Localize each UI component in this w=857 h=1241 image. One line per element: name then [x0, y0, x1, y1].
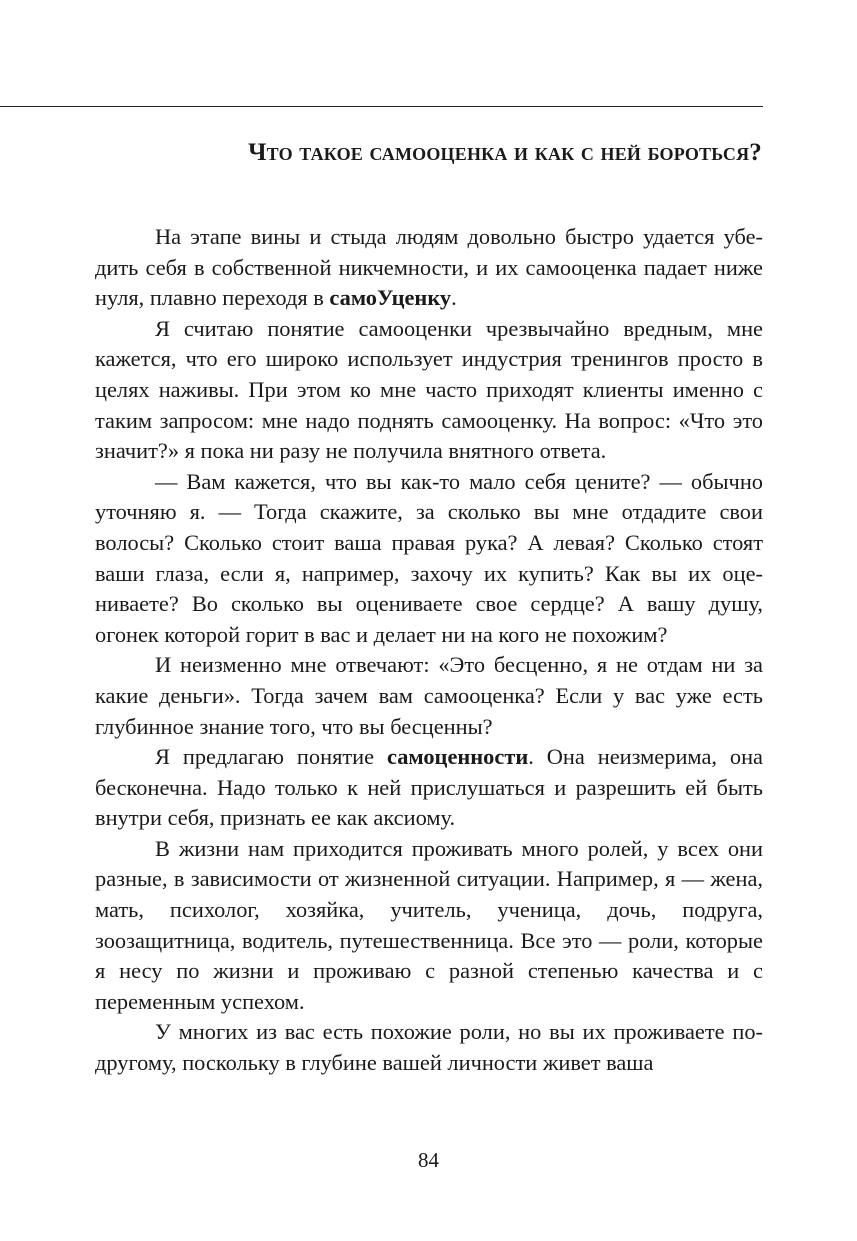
paragraph — [95, 834, 763, 1018]
paragraph — [95, 742, 763, 834]
page-number: 84 — [418, 1148, 439, 1172]
bold-term: самоУценку — [329, 285, 452, 311]
text-run: Я считаю понятие самооценки чрезвычайно вредным, мне кажется, что его широко использует индустрия тренингов просто в целях наживы. При этом ко мне часто приходят клиенты именно с таким запросом: мне надо поднять самооценку. На вопрос: «Что это значит?» я пока ни разу не получила внятного ответа. — [95, 315, 763, 464]
text-run: . Она неизмерима, она бесконечна. Надо только к ней прислушаться и разрешить ей быть внутри себя, признать ее как аксиому. — [95, 744, 763, 831]
paragraph — [95, 650, 763, 742]
text-run: На этапе вины и стыда людям довольно быстро удается убедить себя в собственной никчемности, и их самооценка падает ниже нуля, плавно переходя в — [95, 224, 763, 311]
text-run: У многих из вас есть похожие роли, но вы их проживаете по-другому, поскольку в глубине вашей личности живет ваша — [95, 1019, 763, 1076]
paragraph — [95, 314, 763, 467]
text-run: — Вам кажется, что вы как-то мало себя цените? — обычно уточняю я. — Тогда скажите, за сколько вы мне отдадите свои волосы? Сколько стоит ваша правая рука? А левая? Сколько стоят ваши глаза, если я, например, захочу их купить? Как вы их оцениваете? Во сколько вы оцениваете свое сердце? А вашу душу, огонек которой горит в вас и делает ни на кого не похожим? — [95, 468, 763, 647]
text-run: И неизменно мне отвечают: «Это бесценно, я не отдам ни за какие деньги». Тогда зачем вам самооценка? Если у вас уже есть глубинное знание того, что вы бесценны? — [95, 652, 763, 739]
header-rule — [0, 106, 763, 107]
paragraph — [95, 1017, 763, 1078]
paragraph — [95, 222, 763, 314]
paragraph — [95, 467, 763, 651]
text-run: . — [451, 285, 457, 311]
text-run: Я предлагаю понятие — [155, 744, 387, 770]
bold-term: самоценности — [386, 744, 529, 770]
body-text — [95, 222, 763, 1079]
running-head: Что такое самооценка и как с ней бороться? — [248, 139, 762, 166]
text-run: В жизни нам приходится проживать много ролей, у всех они разные, в зависимости от жизненной ситуации. Например, я — жена, мать, психолог, хозяйка, учитель, ученица, дочь, подруга, зоозащитница, водитель, путешественница. Все это — роли, которые я несу по жизни и проживаю с разной степенью качества и с переменным успехом. — [95, 835, 763, 1014]
